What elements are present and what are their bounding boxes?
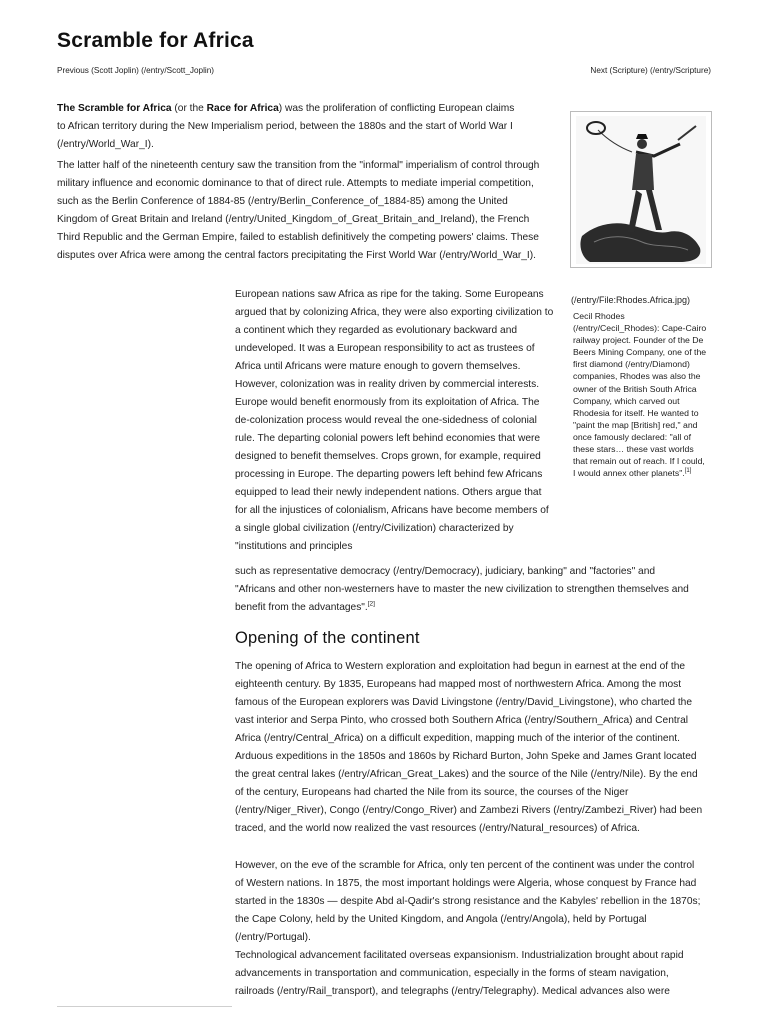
hat <box>636 134 648 139</box>
intro-term-race: Race for Africa <box>206 103 279 114</box>
paragraph-colonization-views: European nations saw Africa as ripe for the taking. Some Europeans argued that by colonizing Africa, they were also exporting civilization to a continent which they regarded as evolutionary backward and undeveloped. It was a European responsibility to act as trustees of Africa until Africans were mature enough to govern themselves. However, colonization was in reality driven by commercial interests. Europe would benefit enormously from its exploitation of Africa. The de-colonization process would reveal the one-sidedness of colonial rule. The departing colonial powers left behind economies that were designed to benefit themselves. Crops grown, for example, required processing in Europe. The departing powers left behind few Africans equipped to lead their newly independent nations. Others argue that for all the injustices of colonialism, Africans have become members of a single global civilization (/entry/Civilization) characterized by "institutions and principles <box>235 289 554 552</box>
rhodes-colossus-illustration <box>576 116 706 264</box>
next-link[interactable]: Next (Scripture) (/entry/Scripture) <box>590 66 711 75</box>
colonization-views-continued-text: such as representative democracy (/entry/Democracy), judiciary, banking" and "factories" and "Africans and other non-westerners have to master the new civilization to strengthen themselves and benefit from the advantages". <box>235 566 689 613</box>
figure-caption-text: Cecil Rhodes (/entry/Cecil_Rhodes): Cape-Cairo railway project. Founder of the De Beers Mining Company, one of the first diamond (/entry/Diamond) companies, Rhodes was also the owner of the British South Africa Company, which carved out Rhodesia for itself. He wanted to "paint the map [British] red," and once famously declared: "all of these stars… these vast worlds that remain out of reach. If I could, I would annex other planets". <box>573 311 707 479</box>
figure-caption <box>573 310 709 479</box>
figure-head <box>637 139 647 149</box>
rhodes-figure <box>570 111 712 268</box>
footnote-divider <box>57 1006 232 1007</box>
paragraph-colonization-views-continued <box>235 563 695 617</box>
intro-paragraph <box>57 100 523 154</box>
paragraph-eve-of-scramble: However, on the eve of the scramble for Africa, only ten percent of the continent was under the control of Western nations. In 1875, the most important holdings were Algeria, whose conquest by France had started in the 1830s — despite Abd al-Qadir's strong resistance and the Kabyles' rebellion in the 1870s; the Cape Colony, held by the United Kingdom, and Angola (/entry/Angola), held by Portugal (/entry/Portugal). <box>235 860 701 943</box>
section-heading-opening: Opening of the continent <box>235 629 420 647</box>
footnote-ref-1[interactable]: [1] <box>684 468 692 475</box>
intro-or-text: (or the <box>171 103 207 114</box>
paragraph-technology: Technological advancement facilitated overseas expansionism. Industrialization brought about rapid advancements in transportation and communication, especially in the forms of steam navigation, railroads (/entry/Rail_transport), and telegraphs (/entry/Telegraphy). Medical advances also were <box>235 950 684 997</box>
figure-file-link[interactable]: (/entry/File:Rhodes.Africa.jpg) <box>571 295 691 305</box>
intro-rest-text: ) was the proliferation of conflicting European claims to African territory during the New Imperialism period, between the 1880s and the start of World War I (/entry/World_War_I). <box>57 103 515 150</box>
paragraph-informal-imperialism: The latter half of the nineteenth century saw the transition from the "informal" imperialism of control through military influence and economic dominance to that of direct rule. Attempts to mediate imperial competition, such as the Berlin Conference of 1884-85 (/entry/Berlin_Conference_of_1884-85) among the United Kingdom of Great Britain and Ireland (/entry/United_Kingdom_of_Great_Britain_and_Ireland), the French Third Republic and the German Empire, failed to establish definitively the competing powers' claims. These disputes over Africa were among the central factors precipitating the First World War (/entry/World_War_I). <box>57 160 540 261</box>
intro-term-scramble: The Scramble for Africa <box>57 103 172 114</box>
paragraph-exploration: The opening of Africa to Western exploration and exploitation had begun in earnest at the end of the eighteenth century. By 1835, Europeans had mapped most of northwestern Africa. Among the most famous of the European explorers was David Livingstone (/entry/David_Livingstone), who charted the vast interior and Serpa Pinto, who crossed both Southern Africa (/entry/Southern_Africa) and Central Africa (/entry/Central_Africa) on a difficult expedition, mapping much of the interior of the continent. Arduous expeditions in the 1850s and 1860s by Richard Burton, John Speke and James Grant located the great central lakes (/entry/African_Great_Lakes) and the source of the Nile (/entry/Nile). By the end of the century, Europeans had charted the Nile from its source, the courses of the Niger (/entry/Niger_River), Congo (/entry/Congo_River) and Zambezi Rivers (/entry/Zambezi_River) had been traced, and the world now realized the vast resources (/entry/Natural_resources) of Africa. <box>235 661 703 834</box>
previous-link[interactable]: Previous (Scott Joplin) (/entry/Scott_Joplin) <box>57 66 214 75</box>
page-title: Scramble for Africa <box>57 29 254 52</box>
footnote-ref-2[interactable]: [2] <box>367 600 375 608</box>
